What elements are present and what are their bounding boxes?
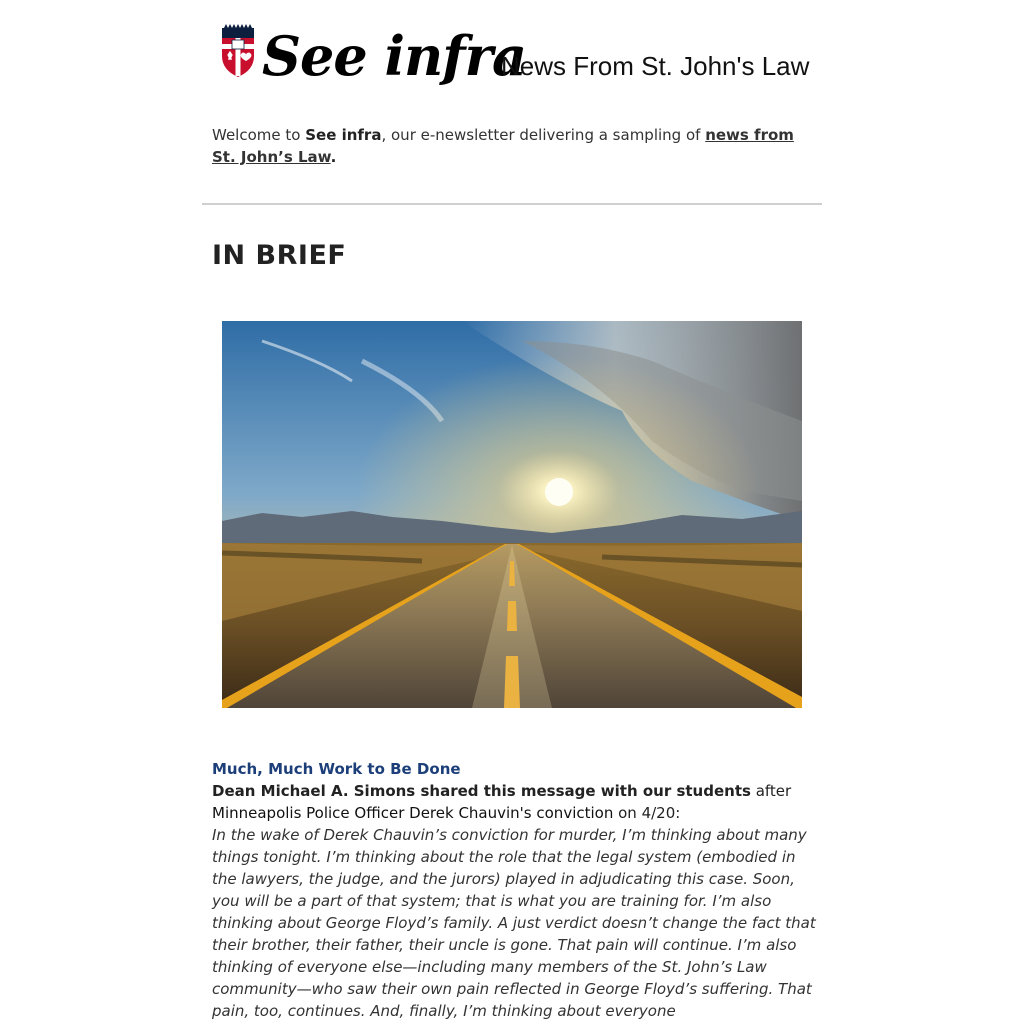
shield-crest-icon xyxy=(218,22,258,78)
article-lead xyxy=(212,780,822,824)
road-sunset-image xyxy=(222,321,802,708)
news-link[interactable]: news from St. John’s Law xyxy=(212,126,794,166)
intro-middle: , our e-newsletter delivering a sampling of xyxy=(381,126,706,144)
road-sunset-photo[interactable] xyxy=(222,321,802,708)
section-divider xyxy=(202,203,822,205)
intro-brand: See infra xyxy=(305,126,382,144)
intro-paragraph xyxy=(212,124,812,168)
intro-welcome: Welcome to xyxy=(212,126,306,144)
article-lead-link[interactable]: Minneapolis Police Officer Derek Chauvin's conviction xyxy=(212,804,614,822)
article-quote: In the wake of Derek Chauvin’s conviction for murder, I’m thinking about many things tonight. I’m thinking about the role that the legal system (embodied in the lawyers, the judge, and the jurors) played in adjudicating this case. Soon, you will be a part of that system; that is what you are training for. I’m also thinking about George Floyd’s family. A just verdict doesn’t change the fact that their brother, their father, their uncle is gone. That pain will continue. I’m also thinking of everyone else—including many members of the St. John’s Law community—who saw their own pain reflected in George Floyd’s suffering. That pain, too, continues. And, finally, I’m thinking about everyone xyxy=(212,826,816,1020)
article-lead-bold: Dean Michael A. Simons shared this message with our students xyxy=(212,782,751,800)
intro-end: . xyxy=(330,148,337,166)
article-headline-link[interactable]: Much, Much Work to Be Done xyxy=(212,760,461,778)
brand-title: See infra xyxy=(262,24,526,88)
section-title: IN BRIEF xyxy=(212,240,347,271)
brand-tagline: News From St. John's Law xyxy=(501,51,810,81)
newsletter-header xyxy=(218,20,818,92)
article-block xyxy=(212,758,822,1022)
article-lead-end: on 4/20: xyxy=(613,804,681,822)
article-lead-after: after xyxy=(750,782,792,800)
